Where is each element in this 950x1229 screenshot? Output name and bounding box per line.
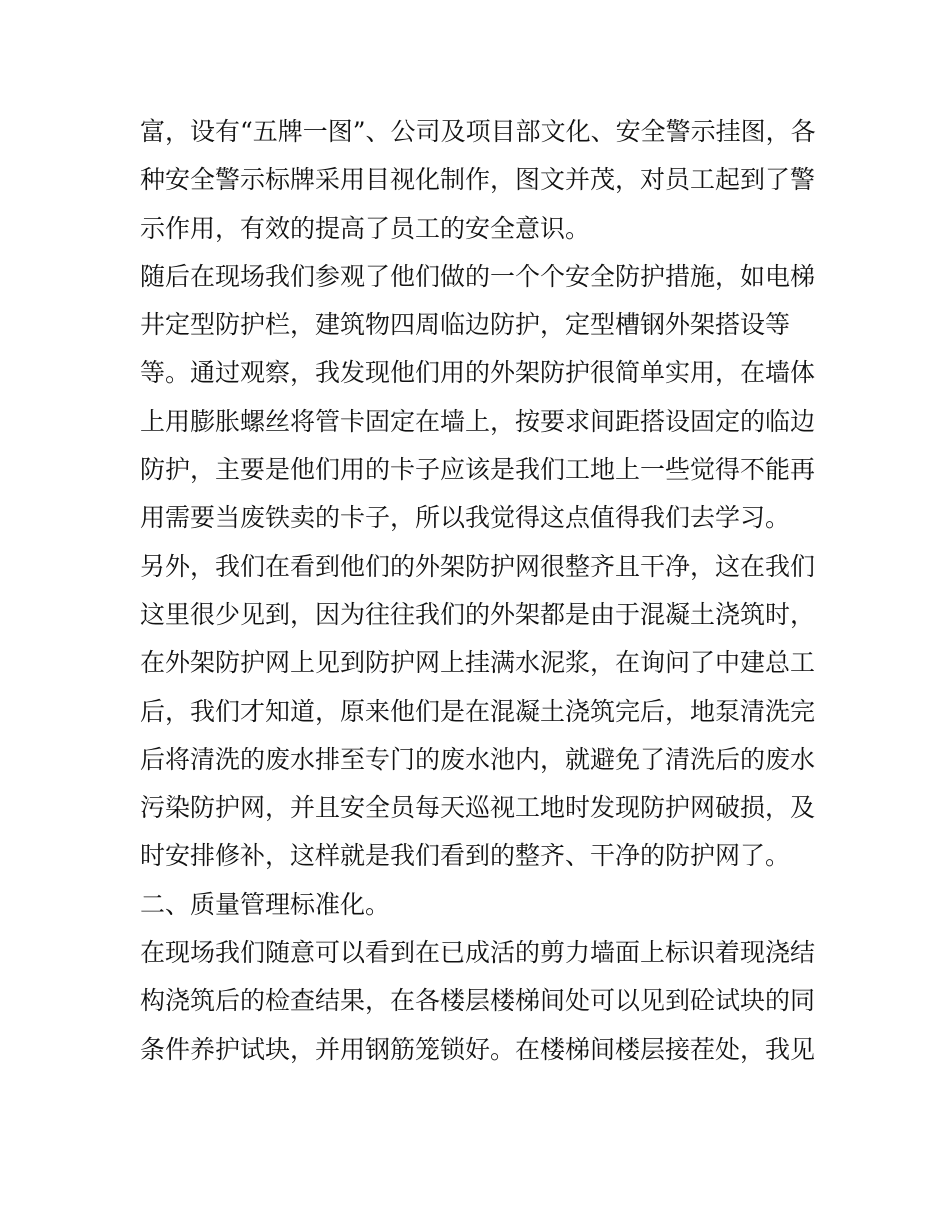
text-line: 富，设有“五牌一图”、公司及项目部文化、安全警示挂图，各	[140, 117, 816, 146]
text-line: 等。通过观察，我发现他们用的外架防护很简单实用，在墙体	[140, 358, 816, 388]
text-line: 上用膨胀螺丝将管卡固定在墙上，按要求间距搭设固定的临边	[140, 406, 816, 436]
text-line: 用需要当废铁卖的卡子，所以我觉得这点值得我们去学习。	[140, 503, 791, 533]
text-line: 随后在现场我们参观了他们做的一个个安全防护措施，如电梯	[140, 261, 816, 291]
text-line: 种安全警示标牌采用目视化制作，图文并茂，对员工起到了警	[140, 165, 816, 195]
text-line: 这里很少见到，因为往往我们的外架都是由于混凝土浇筑时，	[140, 599, 816, 629]
text-line: 井定型防护栏，建筑物四周临边防护，定型槽钢外架搭设等	[140, 310, 791, 340]
text-line: 后将清洗的废水排至专门的废水池内，就避免了清洗后的废水	[140, 744, 816, 774]
text-line: 后，我们才知道，原来他们是在混凝土浇筑完后，地泵清洗完	[140, 696, 816, 726]
text-line: 另外，我们在看到他们的外架防护网很整齐且干净，这在我们	[140, 551, 816, 581]
body-text	[140, 108, 820, 1074]
section-heading: 二、质量管理标准化。	[140, 889, 391, 919]
text-line: 构浇筑后的检查结果，在各楼层楼梯间处可以见到砼试块的同	[140, 986, 816, 1016]
text-line: 时安排修补，这样就是我们看到的整齐、干净的防护网了。	[140, 841, 791, 871]
text-line: 在现场我们随意可以看到在已成活的剪力墙面上标识着现浇结	[140, 938, 816, 968]
text-line: 示作用，有效的提高了员工的安全意识。	[140, 213, 591, 243]
text-line: 条件养护试块，并用钢筋笼锁好。在楼梯间楼层接茬处，我见	[140, 1034, 816, 1064]
text-line: 防护，主要是他们用的卡子应该是我们工地上一些觉得不能再	[140, 455, 816, 485]
text-line: 在外架防护网上见到防护网上挂满水泥浆，在询问了中建总工	[140, 648, 816, 678]
text-line: 污染防护网，并且安全员每天巡视工地时发现防护网破损，及	[140, 793, 816, 823]
